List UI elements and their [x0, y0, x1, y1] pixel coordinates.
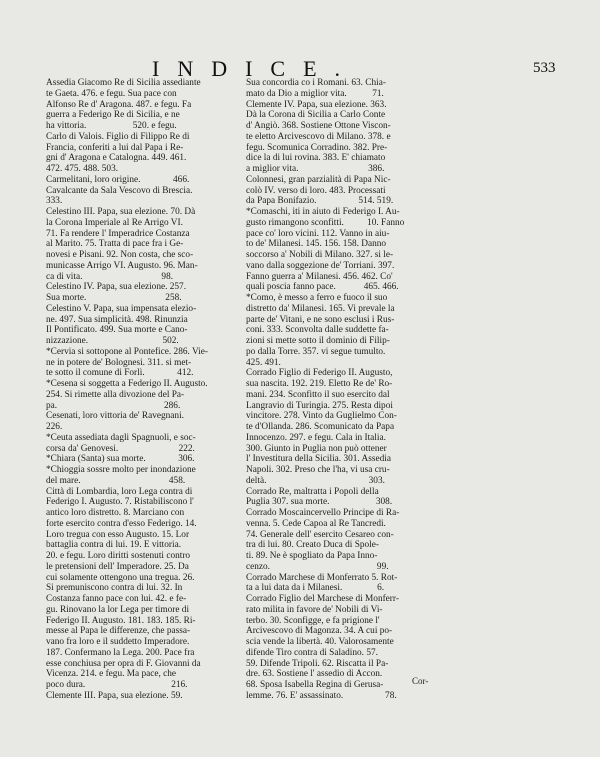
index-line: Loro tregua con esso Augusto. 15. Lor	[46, 529, 190, 540]
index-line: le pretensioni dell' Imperadore. 25. Da	[46, 561, 189, 572]
index-line: Carmelitani, loro origine. 466.	[46, 174, 190, 185]
index-line: corsa da' Genovesi. 222.	[46, 443, 195, 454]
index-line: te eletto Arcivescovo di Milano. 378. e	[246, 131, 391, 142]
index-line: Corrado Moscaincervello Principe di Ra-	[246, 508, 400, 518]
index-line: novesi e Pisani. 92. Non costa, che sco-	[46, 250, 194, 260]
index-line: gni d' Aragona e Catalogna. 449. 461.	[46, 153, 187, 164]
index-line: Francia, conferiti a lui dal Papa i Re-	[46, 142, 184, 153]
index-line: da Papa Bonifazio. 514. 519.	[246, 196, 394, 207]
index-line: ta a lui data da i Milanesi. 6.	[246, 583, 385, 594]
index-line: soccorso a' Nobili di Milano. 327. si le-	[246, 250, 394, 260]
index-line: *Cervia si sottopone al Pontefice. 286. Vie-	[46, 346, 208, 357]
index-line: dice la di lui rovina. 383. E' chiamato	[246, 153, 386, 164]
page-title: INDICE.	[152, 56, 359, 81]
index-line: Corrado Marchese di Monferrato 5. Rot-	[246, 572, 398, 583]
index-line: pace co' loro vicini. 112. Vanno in aiu-	[246, 228, 390, 239]
index-line: Cesenati, loro vittoria de' Ravegnani.	[46, 411, 184, 422]
index-line: Costanza fanno pace con lui. 42. e fe-	[46, 594, 187, 604]
index-line: poco dura. 216.	[46, 680, 188, 690]
index-line: 254. Si rimette alla divozione del Pa-	[46, 389, 185, 400]
index-line: *Cesena si soggetta a Federigo II. Augusto.	[46, 379, 208, 389]
index-line: vano dalla soggezione de' Torriani. 397.	[246, 260, 395, 271]
index-line: Langravio di Turingia. 275. Resta dipoi	[246, 400, 393, 411]
index-line: gusto rimangono sconfitti. 10. Fanno	[246, 217, 405, 228]
index-line: Celestino IV. Papa, sua elezione. 257.	[46, 282, 187, 293]
index-line: quali poscia fanno pace. 465. 466.	[246, 282, 399, 293]
index-line: municasse Arrigo VI. Augusto. 96. Man-	[46, 260, 198, 271]
index-line: 59. Difende Tripoli. 62. Riscatta il Pa-	[246, 658, 389, 669]
index-line: te Gaeta. 476. e fegu. Sua pace con	[46, 88, 177, 99]
index-line: pa. 286.	[46, 400, 181, 411]
index-line: scia vende la libertà. 40. Valorosamente	[246, 637, 394, 647]
index-line: 425. 491.	[246, 357, 281, 368]
index-line: 187. Confermano la Lega. 200. Pace fra	[46, 647, 195, 658]
index-line: fegu. Scomunica Corradino. 382. Pre-	[246, 142, 388, 153]
index-line: la Corona Imperiale al Re Arrigo VI.	[46, 217, 183, 228]
index-line: 20. e fegu. Loro diritti sostenuti contro	[46, 551, 191, 561]
index-line: *Chiara (Santa) sua morte. 306.	[46, 454, 195, 465]
index-line: 226.	[46, 422, 63, 432]
index-line: terbo. 30. Sconfigge, e fa prigione l'	[246, 615, 380, 626]
index-line: to de' Milanesi. 145. 156. 158. Danno	[246, 239, 387, 250]
index-line: ti. 89. Ne è spogliato da Papa Inno-	[246, 551, 378, 561]
index-line: l' Investitura della Sicilia. 301. Assedia	[246, 454, 391, 465]
index-line: ne. 497. Sua simplicità. 498. Rinunzia	[46, 314, 188, 325]
index-line: cenzo. 99.	[246, 561, 389, 572]
catchword: Cor-	[412, 676, 429, 686]
index-line: 68. Sposa Isabella Regina di Gerusa-	[246, 680, 384, 690]
index-line: antico loro distretto. 8. Marciano con	[46, 508, 185, 518]
index-line: vincitore. 278. Vinto da Guglielmo Con-	[246, 411, 397, 422]
index-line: 333.	[46, 196, 63, 207]
index-line: Fanno guerra a' Milanesi. 456. 462. Co'	[246, 271, 393, 282]
index-line: Clemente III. Papa, sua elezione. 59.	[46, 690, 183, 701]
index-line: 71. Fa rendere l' Imperadrice Costanza	[46, 228, 190, 239]
index-line: Corrado Figlio del Marchese di Monferr-	[246, 594, 399, 604]
index-line: *Chioggia sossre molto per inondazione	[46, 465, 196, 475]
index-line: ca di vita. 98.	[46, 271, 174, 282]
index-line: *Como, è messo a ferro e fuoco il suo	[246, 293, 388, 303]
index-line: deltà. 303.	[246, 475, 385, 486]
index-line: tra di lui. 80. Creato Duca di Spole-	[246, 540, 379, 551]
index-line: rato milita in favore de' Nobili di Vi-	[246, 604, 383, 615]
index-line: Il Pontificato. 499. Sua morte e Cano-	[46, 325, 188, 336]
index-column-right	[246, 78, 448, 702]
index-line: ha vittoria. 520. e fegu.	[46, 121, 177, 131]
index-line: *Comaschi, iti in aiuto di Federigo I. Au-	[246, 207, 400, 217]
index-line: lemme. 76. E' assassinato. 78.	[246, 690, 397, 701]
index-line: forte esercito contra d'esso Federigo. 14.	[46, 518, 197, 529]
index-line: ne in potere de' Bolognesi. 311. si met-	[46, 357, 192, 368]
index-line: Sua concordia co i Romani. 63. Chia-	[246, 78, 386, 88]
index-line: al Marito. 75. Tratta di pace fra i Ge-	[46, 239, 184, 250]
index-line: te sotto il comune di Forlì. 412.	[46, 368, 194, 379]
index-line: Alfonso Re d' Aragona. 487. e fegu. Fa	[46, 99, 192, 110]
index-line: del mare. 458.	[46, 475, 186, 486]
index-line: coni. 333. Sconvolta dalle suddette fa-	[246, 325, 389, 336]
index-line: Federigo I. Augusto. 7. Ristabiliscono l'	[46, 497, 194, 508]
index-line: Clemente IV. Papa, sua elezione. 363.	[246, 99, 387, 110]
index-line: Arcivescovo di Magonza. 34. A cui po-	[246, 626, 393, 637]
index-line: difende Tiro contra di Saladino. 57.	[246, 647, 378, 658]
page-number: 533	[533, 60, 556, 76]
index-line: guerra a Federigo Re di Sicilia, e ne	[46, 110, 180, 121]
index-line: parte de' Vitani, e ne sono esclusi i Rus-	[246, 314, 395, 325]
index-line: nizzazione. 502.	[46, 336, 179, 346]
index-line: 74. Generale dell' esercito Cesareo con-	[246, 529, 394, 540]
index-line: Celestino V. Papa, sua impensata elezio-	[46, 303, 197, 314]
index-line: te d'Ollanda. 286. Scomunicato da Papa	[246, 422, 395, 432]
index-line: zioni si mette sotto il dominio di Filip-	[246, 336, 390, 346]
index-line: Cavalcante da Sala Vescovo di Brescia.	[46, 185, 193, 196]
index-line: gu. Rinovano la lor Lega per timore di	[46, 604, 190, 615]
index-line: Colonnesi, gran parzialità di Papa Nic-	[246, 174, 391, 185]
index-line: Città di Lombardia, loro Lega contra di	[46, 486, 193, 497]
index-line: po dalla Torre. 357. vi segue tumulto.	[246, 346, 386, 357]
index-line: esse conchiusa per opra di F. Giovanni da	[46, 658, 201, 669]
index-line: sua nascita. 192. 219. Eletto Re de' Ro-	[246, 379, 393, 389]
index-line: mani. 234. Sconfitto il suo esercito dal	[246, 389, 390, 400]
index-line: *Ceuta assediata dagli Spagnuoli, e soc-	[46, 432, 196, 443]
index-line: Corrado Figlio di Federigo II. Augusto,	[246, 368, 393, 379]
index-line: messe al Papa le differenze, che passa-	[46, 626, 191, 637]
index-line: Assedia Giacomo Re di Sicilia assediante	[46, 78, 201, 88]
index-line: Vicenza. 214. e fegu. Ma pace, che	[46, 669, 177, 680]
index-line: Innocenzo. 297. e fegu. Cala in Italia.	[246, 432, 386, 443]
index-line: 472. 475. 488. 503.	[46, 164, 119, 174]
index-line: distretto da' Milanesi. 165. Vi prevale la	[246, 303, 395, 314]
index-line: Carlo di Valois. Figlio di Filippo Re di	[46, 131, 190, 142]
index-line: Sua morte. 258.	[46, 293, 182, 303]
index-line: dre. 63. Sostiene l' assedio di Accon.	[246, 669, 383, 680]
index-line: battaglia contra di lui. 19. E vittoria.	[46, 540, 182, 551]
index-line: venna. 5. Cede Capoa al Re Tancredi.	[246, 518, 386, 529]
index-line: Puglia 307. sua morte. 308.	[246, 497, 393, 508]
index-line: Dà la Corona di Sicilia a Carlo Conte	[246, 110, 386, 121]
index-line: vano fra loro e il suddetto Imperadore.	[46, 637, 190, 647]
index-line: Celestino III. Papa, sua elezione. 70. Dà	[46, 207, 196, 217]
index-line: 300. Giunto in Puglia non può ottener	[246, 443, 387, 454]
index-column-left	[46, 78, 238, 702]
index-line: d' Angiò. 368. Sostiene Ottone Viscon-	[246, 121, 391, 131]
index-line: colò IV. verso di loro. 483. Processati	[246, 185, 386, 196]
index-line: mato da Dio a miglior vita. 71.	[246, 88, 384, 99]
index-line: Si premuniscono contra di lui. 32. In	[46, 583, 183, 594]
index-line: Federigo II. Augusto. 181. 183. 185. Ri-	[46, 615, 196, 626]
index-line: cui solamente ottengono una tregua. 26.	[46, 572, 195, 583]
index-line: Napoli. 302. Preso che l'ha, vi usa cru-	[246, 465, 390, 475]
index-line: Corrado Re, maltratta i Popoli della	[246, 486, 379, 497]
index-line: a miglior vita. 386.	[246, 164, 385, 174]
